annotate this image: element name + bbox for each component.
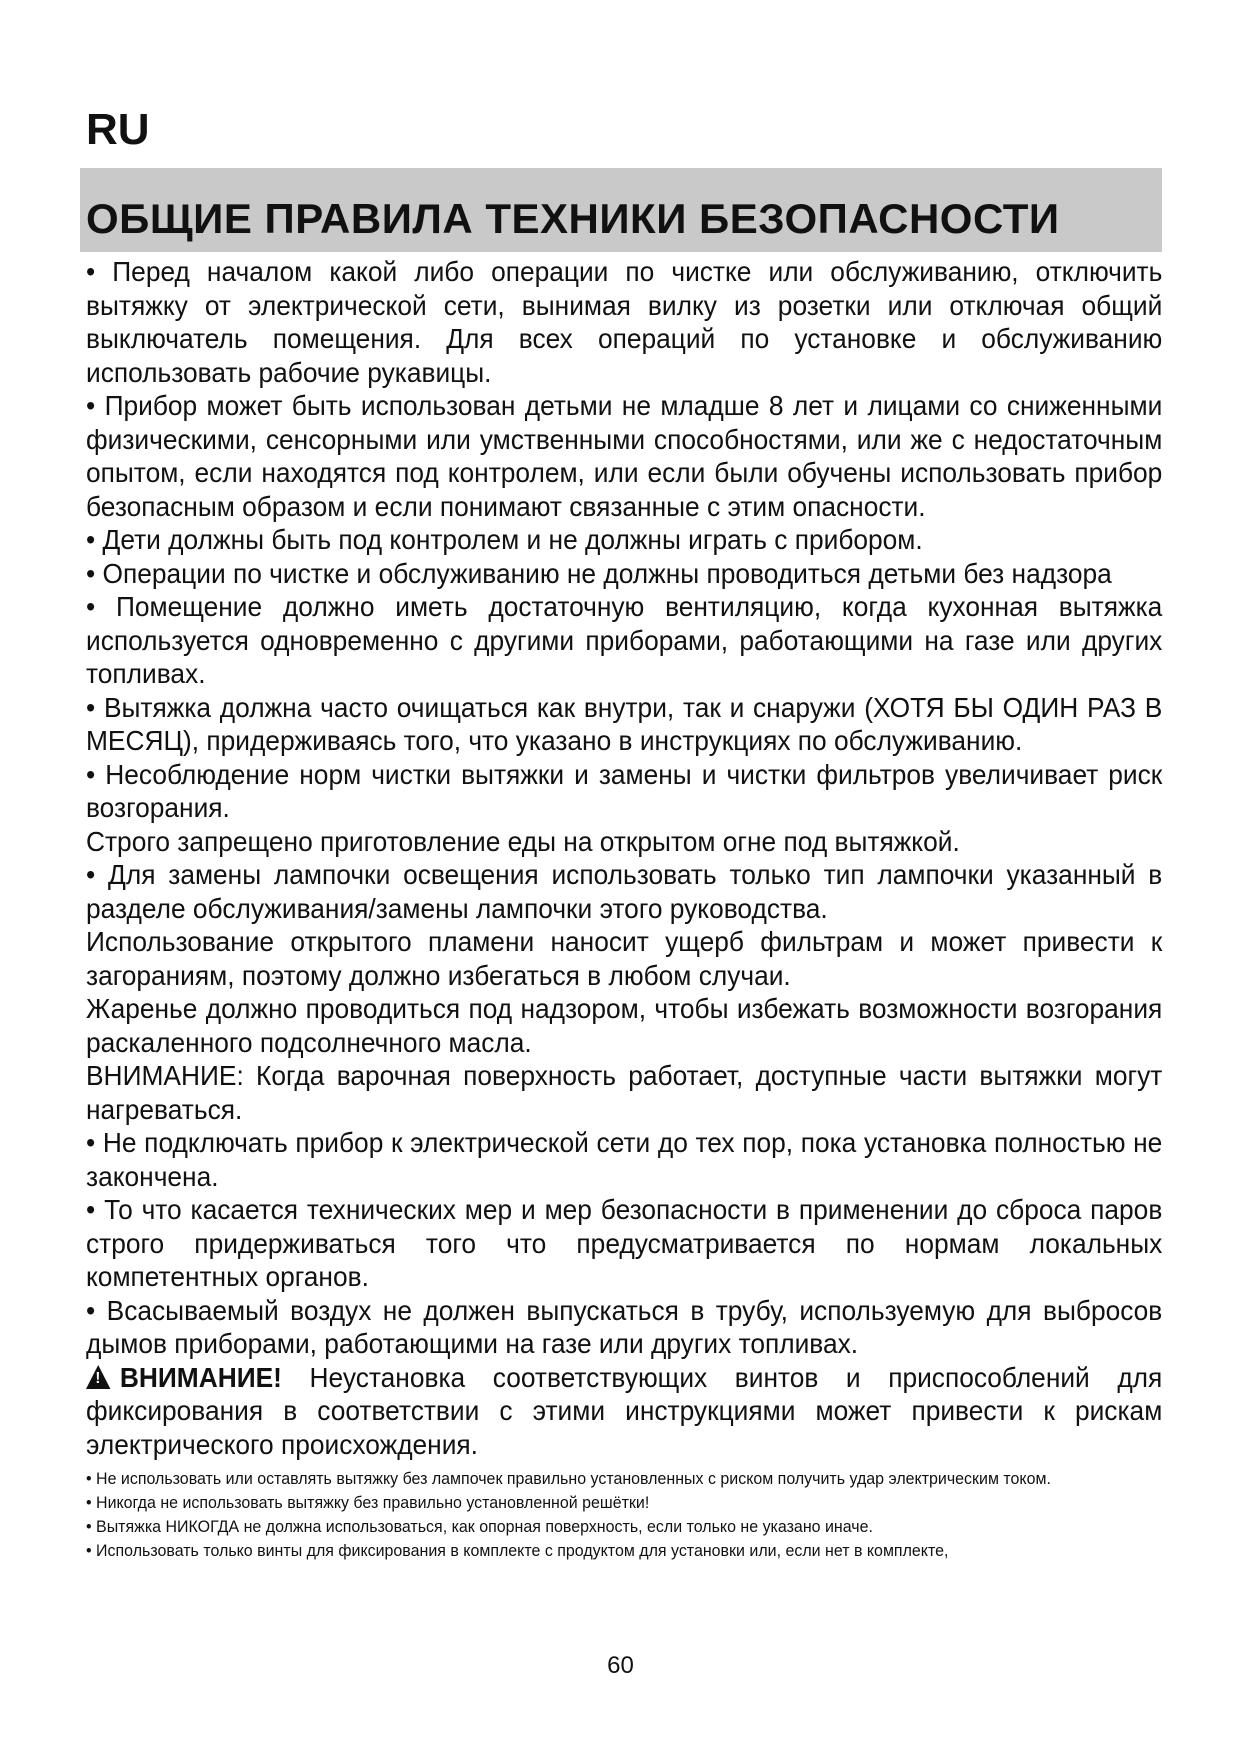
paragraph: • Помещение должно иметь достаточную вентиляцию, когда кухонная вытяжка используется одновременно с другими приборами, работающими на газе или других топливах. [86,591,1163,689]
warning-paragraph [86,1361,1162,1462]
language-code: RU [86,105,150,154]
small-note: • Вытяжка НИКОГДА не должна использоваться, как опорная поверхность, если только не указано иначе. [86,1517,873,1536]
small-note: • Не использовать или оставлять вытяжку без лампочек правильно установленных с риском получить удар электрическим током. [86,1469,1051,1488]
page-number: 60 [607,1652,634,1679]
small-notes [86,1467,1162,1563]
small-note: • Использовать только винты для фиксирования в комплекте с продуктом для установки или, если нет в комплекте, [86,1541,949,1560]
paragraph: • Несоблюдение норм чистки вытяжки и замены и чистки фильтров увеличивает риск возгорания. [86,758,1163,823]
paragraph: • Перед началом какой либо операции по чистке или обслуживанию, отключить вытяжку от электрической сети, вынимая вилку из розетки или отключая общий выключатель помещения. Для всех операций по установке и обслуживанию использовать рабочие рукавицы. [86,256,1163,388]
paragraph: Использование открытого пламени наносит ущерб фильтрам и может привести к загораниям, поэтому должно избегаться в любом случаи. [86,926,1163,991]
paragraph: • Дети должны быть под контролем и не должны играть с прибором. [86,524,923,555]
warning-label: ВНИМАНИЕ! [119,1361,282,1393]
paragraph: • Вытяжка должна часто очищаться как внутри, так и снаружи (ХОТЯ БЫ ОДИН РАЗ В МЕСЯЦ), придерживаясь того, что указано в инструкциях по обслуживанию. [86,691,1163,756]
paragraph: • Прибор может быть использован детьми не младше 8 лет и лицами со сниженными физическими, сенсорными или умственными способностями, или же с недостаточным опытом, если находятся под контролем, или если были обучены использовать прибор безопасным образом и если понимают связанные с этим опасности. [86,390,1163,522]
paragraph: Жаренье должно проводиться под надзором, чтобы избежать возможности возгорания раскаленного подсолнечного масла. [86,993,1163,1058]
warning-triangle-icon [86,1365,110,1389]
paragraph: • Не подключать прибор к электрической сети до тех пор, пока установка полностью не закончена. [86,1127,1163,1192]
paragraph: • Всасываемый воздух не должен выпускаться в трубу, используемую для выбросов дымов приборами, работающими на газе или других топливах. [86,1294,1163,1359]
paragraph: ВНИМАНИЕ: Когда варочная поверхность работает, доступные части вытяжки могут нагреваться. [86,1060,1163,1125]
paragraph: • Для замены лампочки освещения использовать только тип лампочки указанный в разделе обслуживания/замены лампочки этого руководства. [86,859,1163,924]
paragraph: • Операции по чистке и обслуживанию не должны проводиться детьми без надзора [86,557,1112,589]
safety-rules-body [86,255,1162,1563]
paragraph: Строго запрещено приготовление еды на открытом огне под вытяжкой. [86,825,960,857]
paragraph: • То что касается технических мер и мер безопасности в применении до сброса паров строго придерживаться того что предусматривается по нормам локальных компетентных органов. [86,1194,1163,1292]
page-title: ОБЩИЕ ПРАВИЛА ТЕХНИКИ БЕЗОПАСНОСТИ [86,195,1060,242]
warning-text: Неустановка соответствующих винтов и приспособлений для фиксирования в соответствии с этими инструкциями может привести к рискам электрического происхождения. [86,1361,1163,1460]
small-note: • Никогда не использовать вытяжку без правильно установленной решётки! [86,1493,650,1512]
